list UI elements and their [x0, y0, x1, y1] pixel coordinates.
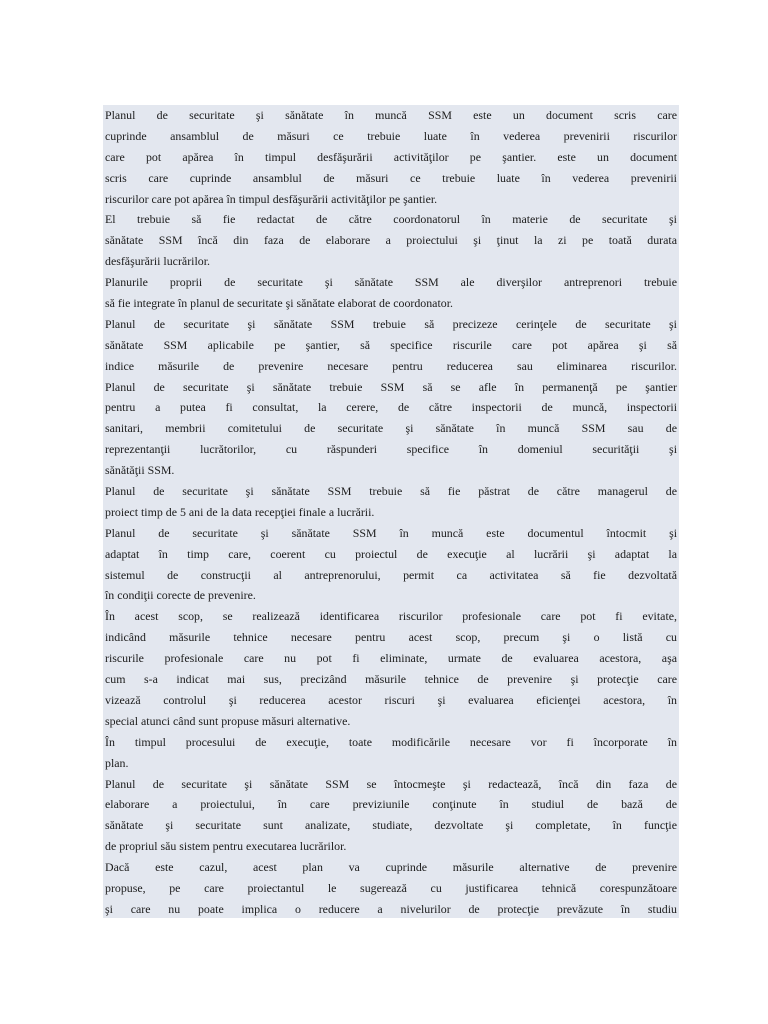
text-line: adaptat în timp care, coerent cu proiectul de execuţie al lucrării şi adaptat la: [105, 546, 677, 561]
text-line: Planurile proprii de securitate şi sănătate SSM ale diverşilor antreprenori trebuie: [105, 275, 677, 290]
text-line: indicând măsurile tehnice necesare pentru acest scop, precum şi o listă cu: [105, 630, 677, 645]
text-line: şi care nu poate implica o reducere a nivelurilor de protecţie prevăzute în studiu: [105, 901, 677, 916]
text-line: Dacă este cazul, acest plan va cuprinde măsurile alternative de prevenire: [105, 860, 677, 875]
text-line: cum s-a indicat mai sus, precizând măsurile tehnice de prevenire şi protecţie care: [105, 672, 677, 687]
text-line: sănătate SSM aplicabile pe şantier, să specifice riscurile care pot apărea şi să: [105, 337, 677, 352]
text-line: Planul de securitate şi sănătate SSM trebuie să precizeze cerinţele de securitate şi: [105, 316, 677, 331]
text-line: Planul de securitate şi sănătate SSM în muncă este documentul întocmit şi: [105, 525, 677, 540]
text-line: indice măsurile de prevenire necesare pentru reducerea sau eliminarea riscurilor.: [105, 358, 677, 373]
text-line: reprezentanţii lucrătorilor, cu răspunderi specifice în domeniul securităţii şi: [105, 442, 677, 457]
text-line: scris care cuprinde ansamblul de măsuri ce trebuie luate în vederea prevenirii: [105, 170, 677, 185]
text-line: Planul de securitate şi sănătate SSM trebuie să fie păstrat de către managerul de: [105, 484, 677, 499]
text-line: vizează controlul şi reducerea acestor riscuri şi evaluarea eficienţei acestora, în: [105, 692, 677, 707]
text-line: riscurile profesionale care nu pot fi eliminate, urmate de evaluarea acestora, aşa: [105, 651, 677, 666]
text-line: În timpul procesului de execuţie, toate modificările necesare vor fi încorporate în: [105, 734, 677, 749]
text-line: sănătăţii SSM.: [105, 463, 175, 478]
text-line: sanitari, membrii comitetului de securitate şi sănătate în muncă SSM sau de: [105, 421, 677, 436]
text-line: cuprinde ansamblul de măsuri ce trebuie luate în vederea prevenirii riscurilor: [105, 128, 677, 143]
text-line: să fie integrate în planul de securitate şi sănătate elaborat de coordonator.: [105, 296, 453, 311]
text-line: de propriul său sistem pentru executarea lucrărilor.: [105, 839, 347, 854]
text-line: Planul de securitate şi sănătate SSM se întocmeşte şi redactează, încă din faza de: [105, 776, 677, 791]
text-line: sănătate şi securitate sunt analizate, studiate, dezvoltate şi completate, în funcţie: [105, 818, 677, 833]
text-line: care pot apărea în timpul desfăşurării activităţilor pe şantier. este un document: [105, 149, 677, 164]
text-line: special atunci când sunt propuse măsuri alternative.: [105, 713, 351, 728]
text-line: Planul de securitate şi sănătate în muncă SSM este un document scris care: [105, 108, 677, 122]
text-line: sănătate SSM încă din faza de elaborare a proiectului şi ţinut la zi pe toată durata: [105, 233, 677, 248]
text-line: În acest scop, se realizează identificarea riscurilor profesionale care pot fi evitate,: [105, 609, 677, 624]
text-line: El trebuie să fie redactat de către coordonatorul în materie de securitate şi: [105, 212, 677, 227]
text-line: în condiţii corecte de prevenire.: [105, 588, 256, 603]
text-line: elaborare a proiectului, în care previziunile conţinute în studiul de bază de: [105, 797, 677, 812]
text-line: sistemul de construcţii al antreprenorului, permit ca activitatea să fie dezvoltată: [105, 567, 677, 582]
text-line: proiect timp de 5 ani de la data recepţiei finale a lucrării.: [105, 504, 375, 519]
text-line: propuse, pe care proiectantul le sugerează cu justificarea tehnică corespunzătoare: [105, 880, 677, 895]
text-line: riscurilor care pot apărea în timpul desfăşurării activităţilor pe şantier.: [105, 191, 438, 206]
text-line: desfăşurării lucrărilor.: [105, 254, 210, 269]
text-line: pentru a putea fi consultat, la cerere, de către inspectorii de muncă, inspectorii: [105, 400, 677, 415]
text-line: plan.: [105, 755, 129, 770]
text-line: Planul de securitate şi sănătate trebuie SSM să se afle în permanenţă pe şantier: [105, 379, 677, 394]
document-text-block: [103, 105, 679, 918]
